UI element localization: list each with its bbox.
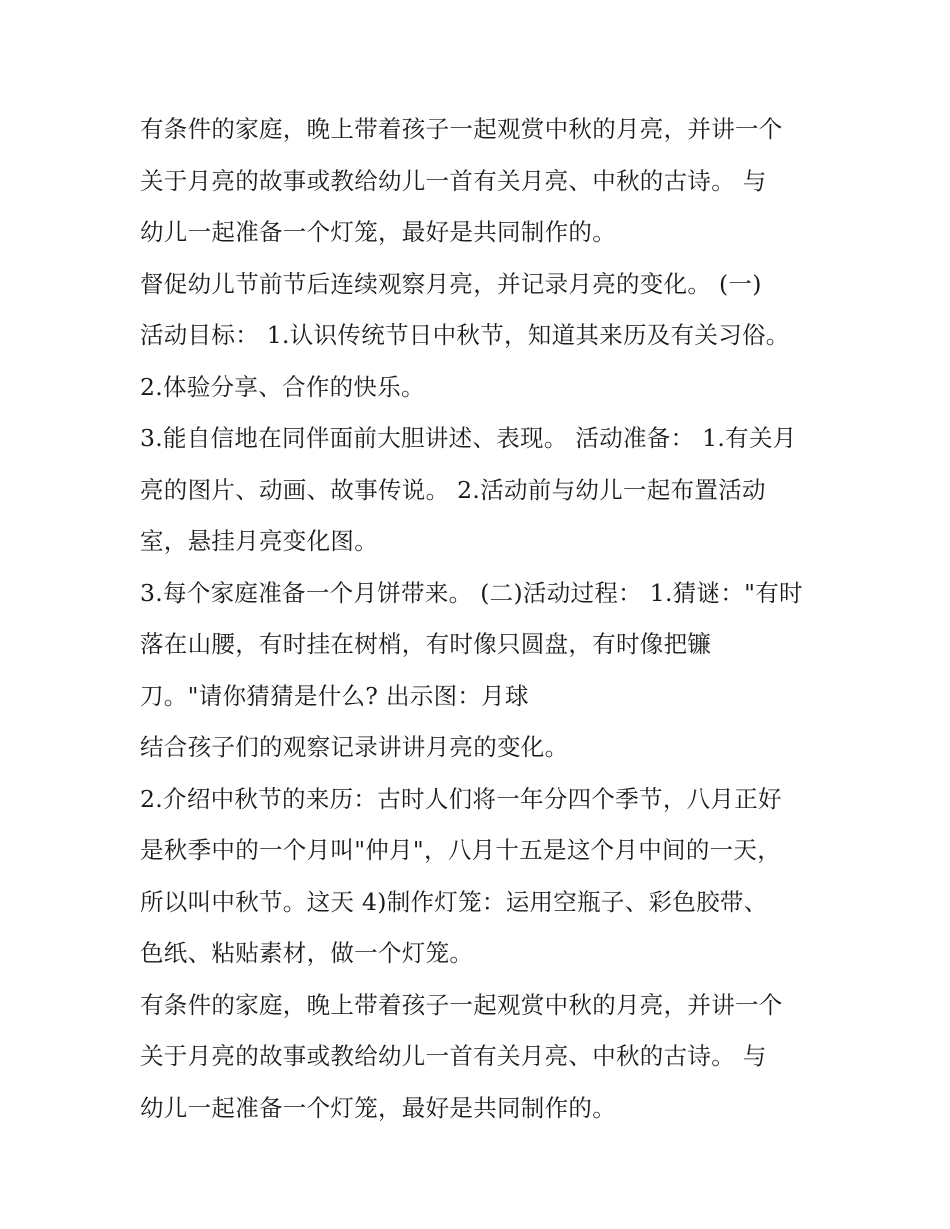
text-line: 关于月亮的故事或教给幼儿一首有关月亮、中秋的古诗。 与 xyxy=(140,1042,767,1070)
text-line: 2.体验分享、合作的快乐。 xyxy=(140,372,425,401)
text-line: 幼儿一起准备一个灯笼，最好是共同制作的。 xyxy=(140,1093,616,1122)
text-line: 落在山腰，有时挂在树梢，有时像只圆盘，有时像把镰 xyxy=(140,630,712,658)
text-line: 是秋季中的一个月叫"仲月"，八月十五是这个月中间的一天， xyxy=(140,836,782,864)
text-line: 3.每个家庭准备一个月饼带来。 (二)活动过程： 1.猜谜："有时 xyxy=(140,578,803,607)
text-line: 关于月亮的故事或教给幼儿一首有关月亮、中秋的古诗。 与 xyxy=(140,166,767,195)
text-line: 亮的图片、动画、故事传说。 2.活动前与幼儿一起布置活动 xyxy=(140,475,766,504)
text-line: 督促幼儿节前节后连续观察月亮，并记录月亮的变化。 (一) xyxy=(140,269,762,298)
text-line: 色纸、粘贴素材，做一个灯笼。 xyxy=(140,939,474,967)
text-line: 所以叫中秋节。这天 4)制作灯笼：运用空瓶子、彩色胶带、 xyxy=(140,887,768,916)
text-line: 刀。"请你猜猜是什么? 出示图：月球 xyxy=(140,681,529,710)
text-line: 2.介绍中秋节的来历：古时人们将一年分四个季节，八月正好 xyxy=(140,784,782,813)
document-page xyxy=(140,109,830,1139)
text-line: 幼儿一起准备一个灯笼，最好是共同制作的。 xyxy=(140,218,616,246)
text-line: 室，悬挂月亮变化图。 xyxy=(140,527,378,555)
text-line: 有条件的家庭，晚上带着孩子一起观赏中秋的月亮，并讲一个 xyxy=(140,115,783,143)
text-line: 有条件的家庭，晚上带着孩子一起观赏中秋的月亮，并讲一个 xyxy=(140,990,783,1019)
text-line: 结合孩子们的观察记录讲讲月亮的变化。 xyxy=(140,733,569,761)
text-line: 活动目标： 1.认识传统节日中秋节，知道其来历及有关习俗。 xyxy=(140,321,790,349)
text-line: 3.能自信地在同伴面前大胆讲述、表现。 活动准备： 1.有关月 xyxy=(140,424,797,452)
